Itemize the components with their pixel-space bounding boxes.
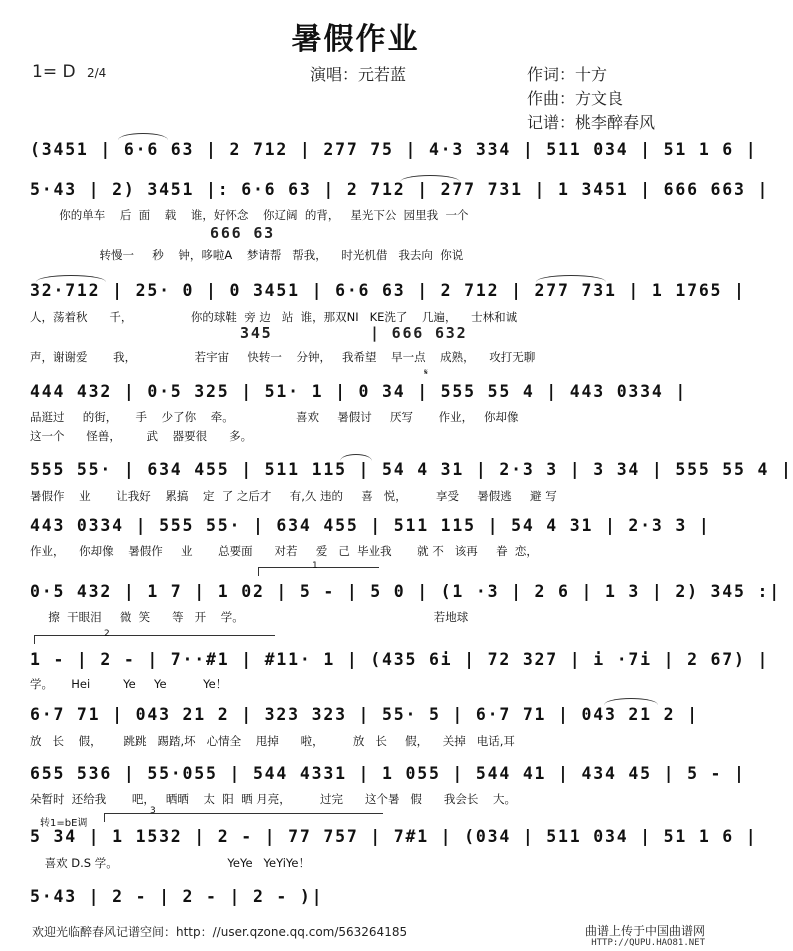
time-signature: 2/4: [86, 66, 107, 80]
lyric-line-7: 暑假作 业 让我好 累搞 定 了 之后才 有,久 违的 喜 悦， 享受 暑假逃 避 写: [30, 489, 557, 503]
score-line-6: 443 0334 | 555 55· | 634 455 | 511 115 | 54 4 31 | 2·3 3 |: [30, 516, 711, 535]
lyricist-credit: 作词：十方: [527, 65, 608, 84]
lyric-line-2: 转慢一 秒 钟，哆啦A 梦请帮 帮我， 时光机借 我去向 你说: [30, 248, 464, 262]
score-line-9: 6·7 71 | 043 21 2 | 323 323 | 55· 5 | 6·7 71 | 043 21 2 |: [30, 705, 699, 724]
lyric-line-12: 朵暂时 还给我 吧， 晒晒 太 阳 晒 月亮， 过完 这个暑 假 我会长 大。: [30, 792, 516, 806]
lyric-line-13: 喜欢 D.S 学。 YeYe YeYiYe！: [30, 856, 310, 870]
score-line-8: 1 - | 2 - | 7··#1 | #11· 1 | (435 6i | 72 327 | i ·7i | 2 67) |: [30, 650, 770, 669]
score-line-12: 5·43 | 2 - | 2 - | 2 - )|: [30, 887, 324, 906]
slur-mark: [604, 698, 658, 705]
key-label: 1= D: [32, 62, 76, 82]
volta-number: 1: [312, 561, 318, 571]
volta-bracket-1: [258, 567, 379, 576]
score-line-3: 32·712 | 25· 0 | 0 3451 | 6·6 63 | 2 712 | 277 731 | 1 1765 |: [30, 281, 746, 300]
lyric-line-1: 你的单车 后 面 载 谁，好怀念 你辽阔 的背， 星光下公 园里我 一个: [30, 208, 469, 222]
singer-credit: 演唱：元若蓝: [310, 65, 407, 84]
watermark-url: HTTP://QUPU.HAO81.NET: [591, 938, 705, 948]
score-line-alt-1: 666 63: [210, 224, 275, 242]
score-line-11: 5 34 | 1 1532 | 2 - | 77 757 | 7#1 | (034 | 511 034 | 51 1 6 |: [30, 827, 758, 846]
lyric-line-11: 放 长 假， 跳跳 踢踏,坏 心情全 甩掉 啦， 放 长 假， 关掉 电话,耳: [30, 734, 515, 748]
lyric-line-8: 作业， 你却像 暑假作 业 总要面 对若 爱 己 毕业我 就 不 该再 眷 恋，: [30, 544, 538, 558]
footer-credit: 欢迎光临醉春风记谱空间：http：//user.qzone.qq.com/563264185: [32, 925, 408, 939]
volta-bracket-2: [34, 635, 275, 644]
song-title: 暑假作业: [291, 22, 420, 57]
score-line-7: 0·5 432 | 1 7 | 1 02 | 5 - | 5 0 | (1 ·3 | 2 6 | 1 3 | 2) 345 :|: [30, 582, 781, 601]
score-line-5: 555 55· | 634 455 | 511 115 | 54 4 31 | 2·3 3 | 3 34 | 555 55 4 |: [30, 460, 793, 479]
watermark-text: 曲谱上传于中国曲谱网: [584, 924, 705, 938]
transcriber-credit: 记谱：桃李醉春风: [527, 113, 656, 132]
score-line-4: 444 432 | 0·5 325 | 51· 1 | 0 34 | 555 55 4 | 443 0334 |: [30, 382, 688, 401]
score-line-2: 5·43 | 2) 3451 |: 6·6 63 | 2 712 | 277 731 | 1 3451 | 666 663 |: [30, 180, 770, 199]
score-line-1: (3451 | 6·6 63 | 2 712 | 277 75 | 4·3 334 | 511 034 | 51 1 6 |: [30, 140, 758, 159]
lyric-line-6: 这一个 怪兽， 武 器要很 多。: [30, 429, 253, 443]
composer-credit: 作曲：方文良: [527, 89, 624, 108]
volta-number: 2: [104, 629, 110, 639]
slur-mark: [118, 133, 168, 140]
segno-mark: 𝄋: [424, 368, 428, 378]
volta-bracket-3: [104, 813, 383, 822]
key-signature: [32, 62, 106, 82]
lyric-line-10: 学。 Hei Ye Ye Ye！: [30, 677, 228, 691]
volta-number: 3: [150, 806, 156, 816]
score-line-alt-2: 345 | 666 632: [240, 324, 468, 342]
lyric-line-9: 擦 干眼泪 微 笑 等 开 学。 若地球: [30, 610, 469, 624]
key-change-mark: 转1=bE调: [40, 818, 88, 829]
lyric-line-4: 声，谢谢爱 我， 若宇宙 快转一 分钟， 我希望 早一点 成熟， 攻打无聊: [30, 350, 536, 364]
lyric-line-5: 品逛过 的街， 手 少了你 牵。 喜欢 暑假讨 厌写 作业， 你却像: [30, 410, 519, 424]
score-line-10: 655 536 | 55·055 | 544 4331 | 1 055 | 544 41 | 434 45 | 5 - |: [30, 764, 746, 783]
lyric-line-3: 人，荡着秋 千， 你的球鞋 旁 边 站 谁，那双NI KE洗了 几遍， 士林和诚: [30, 310, 518, 324]
